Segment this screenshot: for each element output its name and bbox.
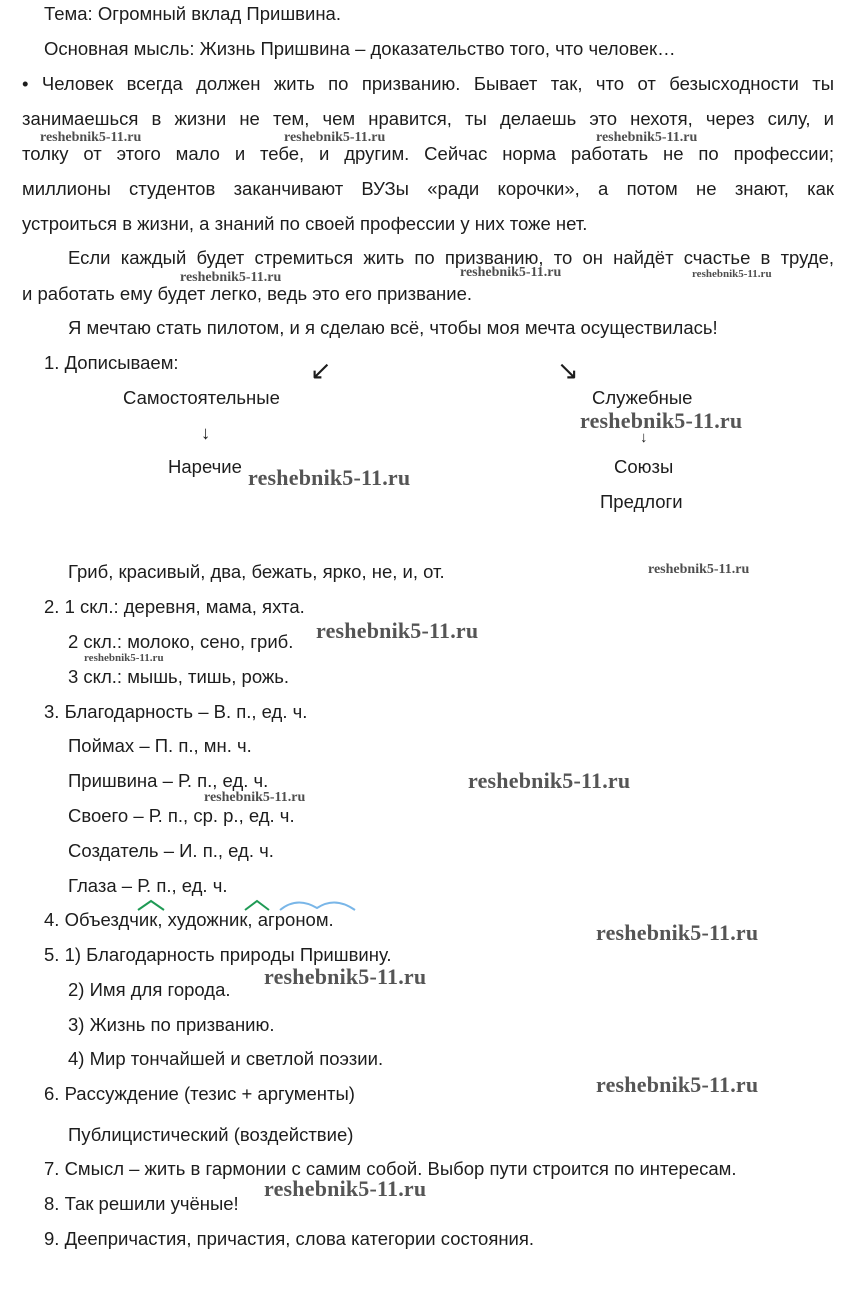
watermark: reshebnik5-11.ru bbox=[468, 768, 631, 793]
theme-line: Тема: Огромный вклад Пришвина. bbox=[44, 3, 341, 24]
task2-line: 2. 1 скл.: деревня, мама, яхта. bbox=[44, 596, 305, 617]
task2-line: 2 скл.: молоко, сено, гриб. bbox=[68, 631, 294, 652]
arrow-left-icon: ↙ bbox=[310, 355, 332, 385]
comma: , bbox=[157, 909, 163, 930]
conjunctions-item: Союзы bbox=[614, 456, 674, 477]
task3-line: Поймах – П. п., мн. ч. bbox=[68, 735, 252, 756]
para1-line: • Человек всегда должен жить по призванию. Бывает так, что от безысходности ты bbox=[22, 73, 834, 94]
task3-line: Пришвина – Р. п., ед. ч. bbox=[68, 770, 269, 791]
arrow-right-icon: ↘ bbox=[557, 355, 579, 385]
watermark: reshebnik5-11.ru bbox=[596, 920, 759, 945]
task5-line: 3) Жизнь по призванию. bbox=[68, 1014, 275, 1035]
word-1-root: Объезд bbox=[64, 909, 130, 930]
watermark: reshebnik5-11.ru bbox=[84, 652, 164, 664]
task4-number: 4. bbox=[44, 909, 60, 930]
watermark: reshebnik5-11.ru bbox=[284, 130, 386, 145]
task6-line: 6. Рассуждение (тезис + аргументы) bbox=[44, 1083, 355, 1104]
watermark: reshebnik5-11.ru bbox=[596, 130, 698, 145]
para1-line: занимаешься в жизни не тем, чем нравится, ты делаешь это нехотя, через силу, и bbox=[22, 108, 834, 129]
task9-line: 9. Деепричастия, причастия, слова категории состояния. bbox=[44, 1228, 535, 1249]
watermark: reshebnik5-11.ru bbox=[264, 964, 427, 989]
auxiliary-parts-heading: Служебные bbox=[592, 387, 693, 408]
suffix-mark-icon bbox=[242, 898, 282, 912]
watermark: reshebnik5-11.ru bbox=[264, 1176, 427, 1201]
task5-line: 4) Мир тончайшей и светлой поэзии. bbox=[68, 1048, 384, 1069]
task3-line: Создатель – И. п., ед. ч. bbox=[68, 840, 274, 861]
watermark: reshebnik5-11.ru bbox=[580, 408, 743, 433]
arrow-down-icon: ↓ bbox=[201, 422, 211, 443]
task6-line: Публицистический (воздействие) bbox=[68, 1124, 354, 1145]
adverb-item: Наречие bbox=[168, 456, 242, 477]
watermark: reshebnik5-11.ru bbox=[692, 268, 772, 280]
prepositions-item: Предлоги bbox=[600, 491, 683, 512]
watermark: reshebnik5-11.ru bbox=[648, 562, 750, 577]
task1-words: Гриб, красивый, два, бежать, ярко, не, и, от. bbox=[68, 561, 445, 582]
suffix-mark-icon bbox=[135, 898, 175, 912]
task5-line: 5. 1) Благодарность природы Пришвину. bbox=[44, 944, 392, 965]
period: . bbox=[328, 909, 334, 930]
task3-line: Глаза – Р. п., ед. ч. bbox=[68, 875, 228, 896]
arrow-down-icon: ↓ bbox=[640, 429, 648, 446]
task2-line: 3 скл.: мышь, тишь, рожь. bbox=[68, 666, 290, 687]
para2-line: Если каждый будет стремиться жить по призванию, то он найдёт счастье в труде, bbox=[68, 247, 834, 268]
root-arc-icon bbox=[277, 896, 361, 912]
comma: , bbox=[247, 909, 253, 930]
para1-line: устроиться в жизни, а знаний по своей профессии у них тоже нет. bbox=[22, 213, 588, 234]
para1-line: миллионы студентов заканчивают ВУЗы «ради корочки», а потом не знают, как bbox=[22, 178, 834, 199]
independent-parts-heading: Самостоятельные bbox=[123, 387, 280, 408]
task3-line: Своего – Р. п., ср. р., ед. ч. bbox=[68, 805, 295, 826]
task1-label: 1. Дописываем: bbox=[44, 352, 179, 373]
watermark: reshebnik5-11.ru bbox=[180, 270, 282, 285]
task8-line: 8. Так решили учёные! bbox=[44, 1193, 239, 1214]
para3-line: Я мечтаю стать пилотом, и я сделаю всё, чтобы моя мечта осуществилась! bbox=[68, 317, 718, 338]
task3-line: 3. Благодарность – В. п., ед. ч. bbox=[44, 701, 308, 722]
para1-line: толку от этого мало и тебе, и другим. Сейчас норма работать не по профессии; bbox=[22, 143, 834, 164]
task5-line: 2) Имя для города. bbox=[68, 979, 231, 1000]
watermark: reshebnik5-11.ru bbox=[460, 265, 562, 280]
word-2-suffix: ник bbox=[218, 909, 248, 930]
word-1-suffix: чик bbox=[129, 909, 158, 930]
watermark: reshebnik5-11.ru bbox=[40, 130, 142, 145]
main-idea-line: Основная мысль: Жизнь Пришвина – доказательство того, что человек… bbox=[44, 38, 676, 59]
word-2-root: худож bbox=[167, 909, 219, 930]
watermark: reshebnik5-11.ru bbox=[596, 1072, 759, 1097]
word-3: агроном bbox=[257, 909, 329, 930]
task7-line: 7. Смысл – жить в гармонии с самим собой. Выбор пути строится по интересам. bbox=[44, 1158, 737, 1179]
watermark: reshebnik5-11.ru bbox=[248, 465, 411, 490]
para2-line: и работать ему будет легко, ведь это его призвание. bbox=[22, 283, 473, 304]
watermark: reshebnik5-11.ru bbox=[316, 618, 479, 643]
watermark: reshebnik5-11.ru bbox=[204, 790, 306, 805]
